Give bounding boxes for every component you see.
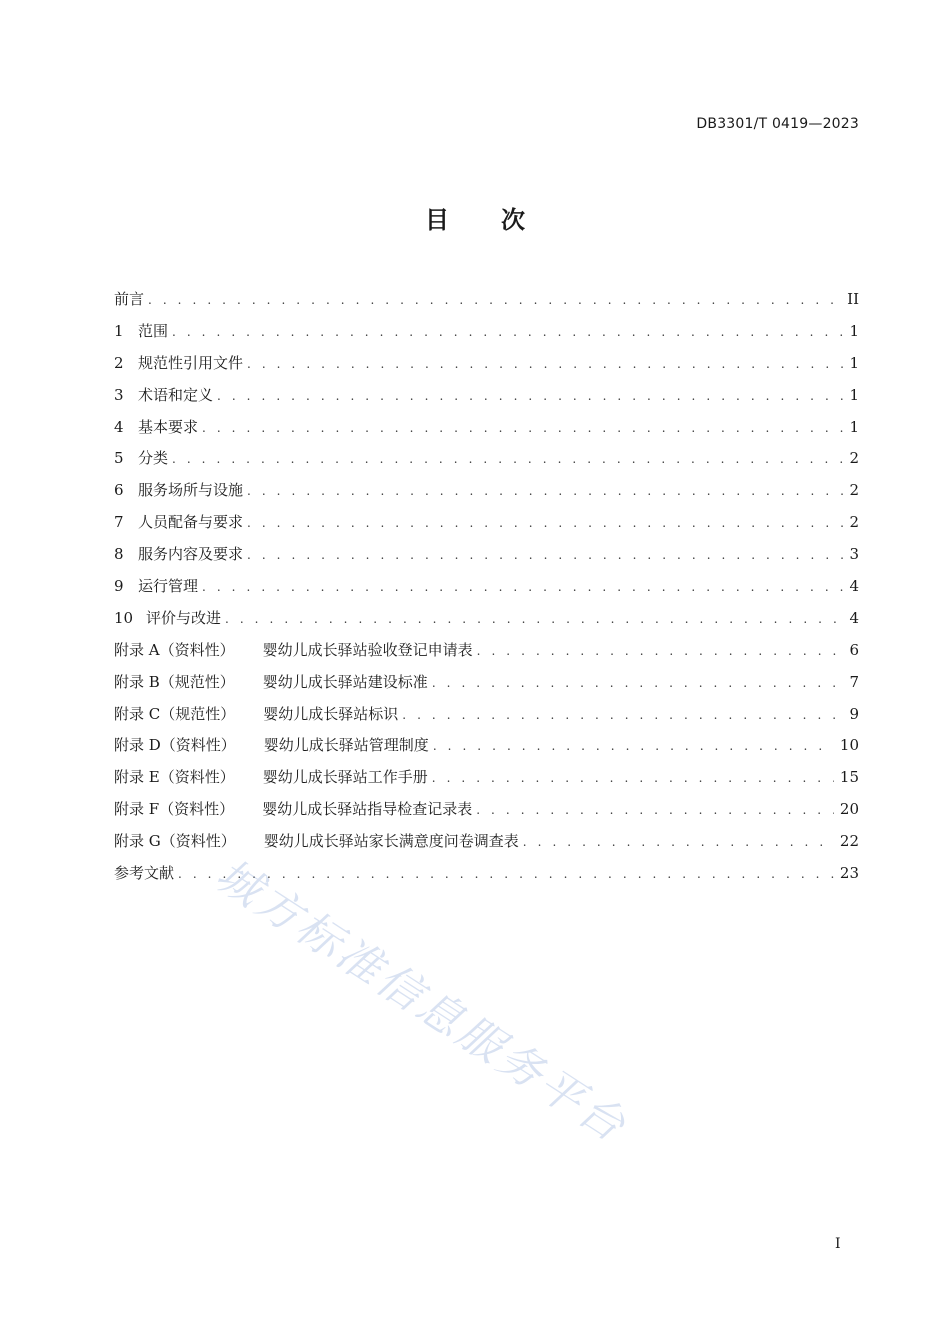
toc-entry-annex-prefix: 附录 C（规范性）: [114, 704, 236, 723]
toc-entry[interactable]: [114, 860, 859, 892]
toc-entry[interactable]: [114, 318, 859, 350]
toc-entry-page: 20: [839, 800, 859, 819]
toc-entry[interactable]: [114, 286, 859, 318]
toc-entry-dot-leader: [476, 797, 834, 823]
toc-entry-label: 人员配备与要求: [138, 513, 244, 532]
toc-entry[interactable]: [114, 414, 859, 446]
toc-entry-dot-leader: [202, 415, 843, 441]
toc-entry[interactable]: [114, 732, 859, 764]
toc-entry[interactable]: [114, 701, 859, 733]
page-number: I: [835, 1236, 841, 1252]
toc-entry-dot-leader: [402, 702, 843, 728]
toc-entry-annex-prefix: 附录 E（资料性）: [114, 768, 235, 787]
toc-entry-label: 婴幼儿成长驿站指导检查记录表: [262, 800, 473, 819]
toc-entry-label: 运行管理: [138, 577, 199, 596]
toc-entry-dot-leader: [433, 733, 834, 759]
toc-entry-number: 4: [114, 417, 124, 436]
toc-entry-number: 8: [114, 545, 124, 564]
toc-entry-label: 规范性引用文件: [138, 353, 244, 372]
toc-entry-number: 3: [114, 385, 124, 404]
toc-entry-page: 23: [839, 864, 859, 883]
toc-entry-page: 6: [849, 640, 859, 659]
toc-entry-label: 婴幼儿成长驿站验收登记申请表: [262, 640, 473, 659]
toc-entry[interactable]: [114, 477, 859, 509]
toc-entry[interactable]: [114, 382, 859, 414]
toc-entry[interactable]: [114, 764, 859, 796]
toc-entry-page: II: [847, 290, 859, 308]
toc-entry-number: 10: [114, 608, 134, 627]
toc-title: 目次: [425, 206, 577, 234]
toc-entry-annex-prefix: 附录 B（规范性）: [114, 672, 235, 691]
toc-entry-dot-leader: [432, 765, 834, 791]
toc-entry[interactable]: [114, 637, 859, 669]
toc-entry[interactable]: [114, 350, 859, 382]
toc-entry-dot-leader: [523, 829, 834, 855]
toc-entry-page: 9: [849, 704, 859, 723]
toc-entry-page: 10: [839, 736, 859, 755]
toc-entry-number: 9: [114, 577, 124, 596]
toc-entry-dot-leader: [477, 638, 844, 664]
toc-entry-page: 22: [839, 832, 859, 851]
toc-entry-label: 术语和定义: [138, 385, 214, 404]
toc-entry-dot-leader: [202, 574, 843, 600]
toc-entry-number: 1: [114, 321, 124, 340]
toc-entry-page: 2: [849, 481, 859, 500]
toc-entry-label: 服务场所与设施: [138, 481, 244, 500]
toc-list: [114, 286, 859, 892]
watermark: 城方标准信息服务平台: [206, 849, 637, 1154]
toc-entry-dot-leader: [148, 287, 841, 313]
toc-entry-number: 7: [114, 513, 124, 532]
toc-entry-dot-leader: [172, 319, 843, 345]
toc-entry-label: 前言: [114, 290, 145, 308]
toc-entry-page: 2: [849, 449, 859, 468]
toc-entry-annex-prefix: 附录 G（资料性）: [114, 832, 236, 851]
toc-entry-number: 5: [114, 449, 124, 468]
toc-entry[interactable]: [114, 541, 859, 573]
toc-entry-label: 婴幼儿成长驿站标识: [263, 704, 399, 723]
toc-entry-label: 评价与改进: [146, 608, 222, 627]
toc-entry[interactable]: [114, 445, 859, 477]
toc-entry-dot-leader: [247, 351, 843, 377]
toc-entry-page: 4: [849, 577, 859, 596]
toc-entry-number: 6: [114, 481, 124, 500]
toc-entry-label: 婴幼儿成长驿站工作手册: [262, 768, 428, 787]
toc-entry-dot-leader: [217, 383, 843, 409]
toc-entry-number: 2: [114, 353, 124, 372]
document-code: DB3301/T 0419—2023: [696, 116, 859, 132]
toc-entry-page: 2: [849, 513, 859, 532]
toc-entry-page: 1: [849, 385, 859, 404]
toc-entry-page: 1: [849, 417, 859, 436]
toc-entry[interactable]: [114, 605, 859, 637]
toc-entry-dot-leader: [225, 606, 843, 632]
toc-entry-dot-leader: [247, 510, 843, 536]
toc-entry-page: 1: [849, 353, 859, 372]
toc-entry[interactable]: [114, 828, 859, 860]
toc-entry-page: 7: [849, 672, 859, 691]
toc-entry[interactable]: [114, 573, 859, 605]
toc-entry[interactable]: [114, 796, 859, 828]
toc-entry-label: 婴幼儿成长驿站管理制度: [263, 736, 429, 755]
toc-entry-page: 4: [849, 608, 859, 627]
toc-entry[interactable]: [114, 509, 859, 541]
toc-entry-dot-leader: [247, 542, 843, 568]
toc-entry-page: 1: [849, 321, 859, 340]
toc-entry-label: 婴幼儿成长驿站家长满意度问卷调查表: [263, 832, 519, 851]
toc-entry-label: 服务内容及要求: [138, 545, 244, 564]
toc-entry[interactable]: [114, 669, 859, 701]
toc-entry-dot-leader: [432, 670, 844, 696]
toc-entry-dot-leader: [178, 861, 834, 887]
toc-entry-label: 基本要求: [138, 417, 199, 436]
toc-entry-label: 分类: [138, 449, 169, 468]
toc-entry-label: 婴幼儿成长驿站建设标准: [262, 672, 428, 691]
toc-entry-page: 15: [839, 768, 859, 787]
toc-entry-dot-leader: [172, 446, 843, 472]
toc-entry-annex-prefix: 附录 F（资料性）: [114, 800, 235, 819]
toc-entry-page: 3: [849, 545, 859, 564]
toc-entry-label: 范围: [138, 321, 169, 340]
toc-entry-annex-prefix: 附录 D（资料性）: [114, 736, 236, 755]
toc-entry-annex-prefix: 附录 A（资料性）: [114, 640, 235, 659]
toc-entry-label: 参考文献: [114, 864, 175, 883]
toc-entry-dot-leader: [247, 478, 843, 504]
